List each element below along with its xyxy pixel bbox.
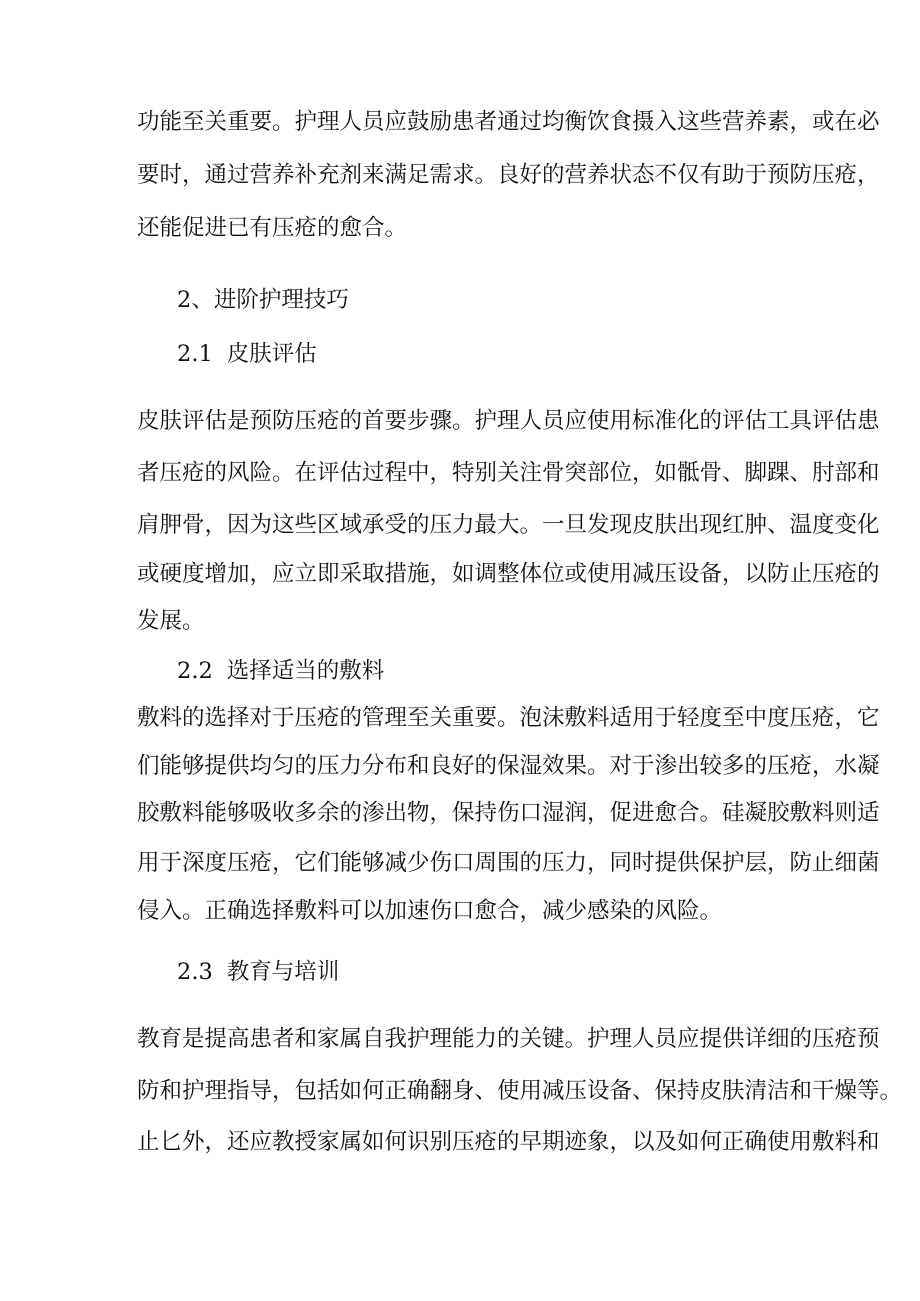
paragraph-line: 还能促进已有压疮的愈合。 [137, 215, 408, 241]
paragraph-line: 止匕外，还应教授家属如何识别压疮的早期迹象，以及如何正确使用敷料和 [137, 1129, 880, 1155]
section-title: 教育与培训 [226, 959, 340, 985]
paragraph-line: 敷料的选择对于压疮的管理至关重要。泡沫敷料适用于轻度至中度压疮，它 [137, 705, 880, 731]
paragraph-line: 功能至关重要。护理人员应鼓励患者通过均衡饮食摄入这些营养素，或在必 [137, 109, 880, 135]
paragraph-line: 发展。 [137, 608, 205, 634]
section-title: 选择适当的敷料 [226, 658, 385, 684]
paragraph-line: 侵入。正确选择敷料可以加速伤口愈合，减少感染的风险。 [137, 898, 723, 924]
section-heading-2-1 [177, 343, 317, 366]
section-heading-2-2 [177, 660, 384, 683]
paragraph-line: 胶敷料能够吸收多余的渗出物，保持伤口湿润，促进愈合。硅凝胶敷料则适 [137, 800, 880, 826]
paragraph-line: 教育是提高患者和家属自我护理能力的关键。护理人员应提供详细的压疮预 [137, 1026, 880, 1052]
paragraph-line: 用于深度压疮，它们能够减少伤口周围的压力，同时提供保护层，防止细菌 [137, 850, 880, 876]
section-heading-2-3 [177, 961, 339, 984]
section-title: 皮肤评估 [226, 341, 317, 367]
section-heading-2: 2、进阶护理技巧 [177, 287, 349, 313]
paragraph-line: 们能够提供均匀的压力分布和良好的保湿效果。对于渗出较多的压疮，水凝 [137, 753, 880, 779]
section-number: 2.1 [177, 341, 213, 367]
paragraph-line: 皮肤评估是预防压疮的首要步骤。护理人员应使用标准化的评估工具评估患 [137, 408, 880, 434]
paragraph-line: 者压疮的风险。在评估过程中，特别关注骨突部位，如骶骨、脚踝、肘部和 [137, 460, 880, 486]
paragraph-line: 要时，通过营养补充剂来满足需求。良好的营养状态不仅有助于预防压疮， [137, 162, 880, 188]
paragraph-line: 肩胛骨，因为这些区域承受的压力最大。一旦发现皮肤出现红肿、温度变化 [137, 512, 880, 538]
paragraph-line: 防和护理指导，包括如何正确翻身、使用减压设备、保持皮肤清洁和干燥等。 [137, 1078, 903, 1104]
section-number: 2.3 [177, 959, 213, 985]
section-number: 2.2 [177, 658, 213, 684]
paragraph-line: 或硬度增加，应立即采取措施，如调整体位或使用减压设备，以防止压疮的 [137, 561, 880, 587]
